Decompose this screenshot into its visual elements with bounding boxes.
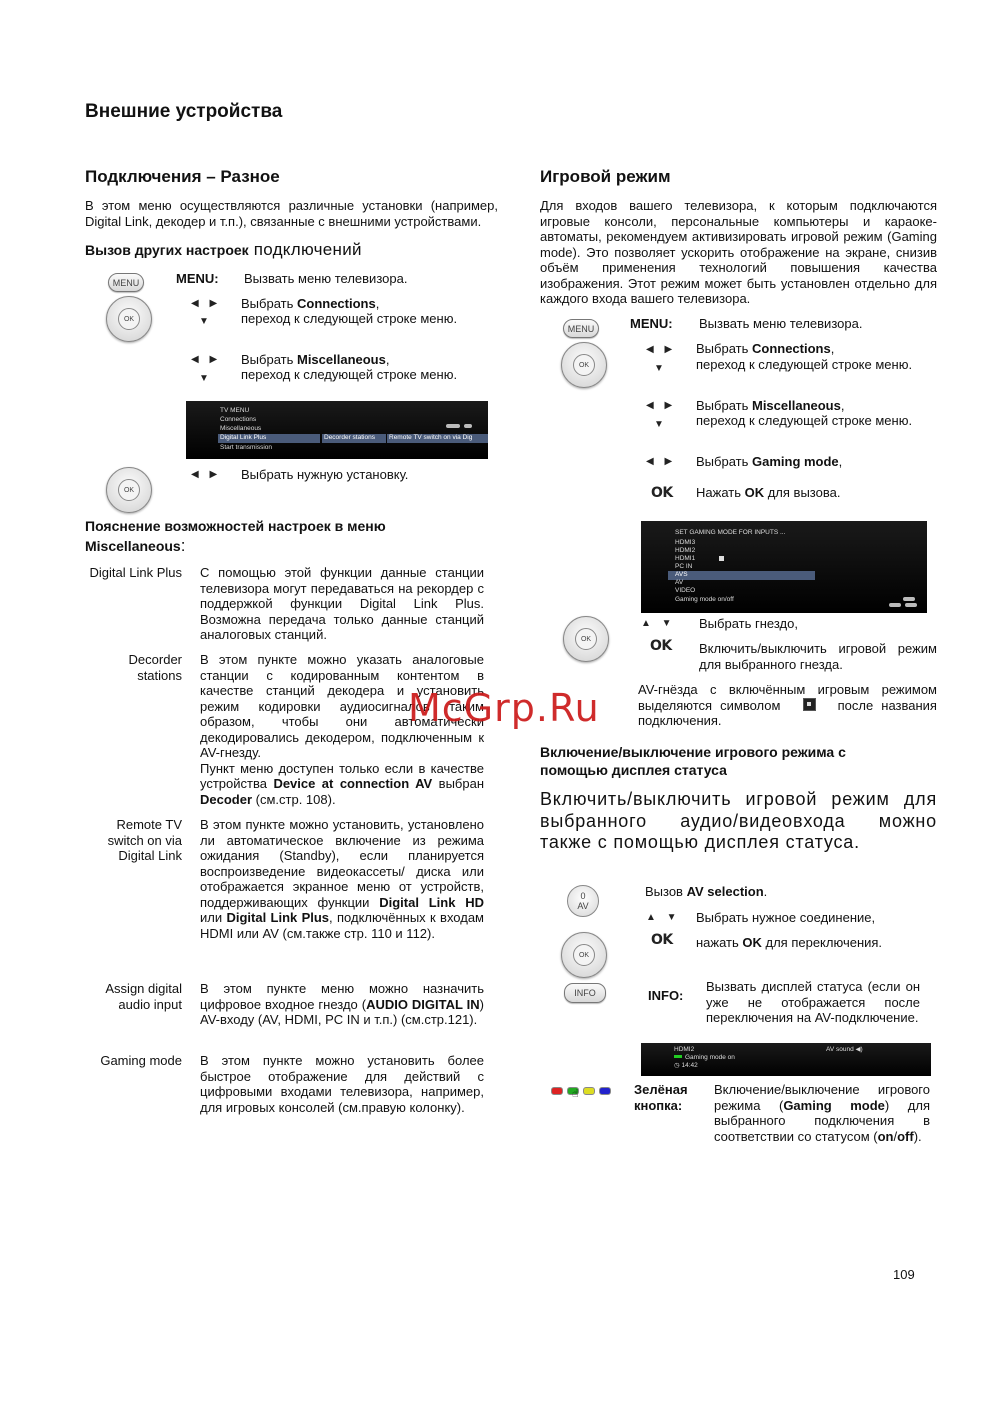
left-right-arrows-icon: ◀ ▶ [191,354,222,365]
red-key-icon [551,1087,563,1095]
hand-pointer-icon: ☝ [572,1088,579,1100]
gaming-symbol-icon [803,698,816,711]
right-step1: Выбрать Connections, [696,341,835,356]
gaming-mode-symbol-icon [719,556,724,561]
tv-menu-hint-icon [464,424,472,428]
left-right-arrows-icon: ◀ ▶ [646,344,677,355]
left-step2: Выбрать Miscellaneous, [241,352,390,367]
dpad-icon: OK [561,342,607,388]
page-number: 109 [893,1267,915,1282]
left-right-arrows-icon: ◀ ▶ [646,400,677,411]
gaming-input-item: HDMI3 [675,539,696,546]
tv-submenu-item: Remote TV switch on via Dig [387,434,488,443]
gaming-screen-title: SET GAMING MODE FOR INPUTS ... [675,529,786,536]
down-arrow-icon: ▼ [199,316,213,327]
choose-connection-text: Выбрать нужное соединение, [696,910,876,925]
right-intro: Для входов вашего телевизора, к которым подключаются игровые консоли, персональные компьютеры и караоке-автоматы, рекомендуем активизировать игровой режим (Gaming mode). Это позволяет ускорить отображение на экране, снизив объём применения технологий повышения качества изображения. Этот режим может быть установлен отдельно для каждого входа вашего телевизора. [540,198,937,306]
right-step2-line2: переход к следующей строке меню. [696,413,913,428]
speaker-icon: ◀) [853,1046,863,1053]
status-big-text: Включить/выключить игровой режим для выбранного аудио/видеовхода можно также с помощью дисплея статуса. [540,789,937,852]
info-text: Вызвать дисплей статуса (если он уже не отображается после переключения на AV-подключение. [706,979,920,1025]
right-ok-text: Нажать OK для вызова. [696,485,841,500]
tv-submenu-item: Decorder stations [322,434,386,443]
gaming-input-item-selected: AVS [668,571,815,580]
def-term: Gaming mode [100,1053,182,1068]
gaming-input-item: HDMI2 [675,547,696,554]
status-line: Gaming mode on [674,1054,735,1063]
def-desc: В этом пункте меню можно назначить цифровое входное гнездо (AUDIO DIGITAL IN) AV-входу (AV, HDMI, PC IN и т.п.) (см.стр.121). [200,981,484,1027]
tv-menu-screenshot [186,401,488,459]
gaming-mode-screenshot [641,521,927,613]
blue-key-icon [599,1087,611,1095]
right-step1-line2: переход к следующей строке меню. [696,357,913,372]
def-desc: В этом пункте можно установить более быстрое отображение для действий с цифровыми входами телевизора, например, для игровых консолей (см.правую колонку). [200,1053,484,1115]
down-arrow-icon: ▼ [199,373,213,384]
left-heading: Подключения – Разное [85,167,280,186]
hint-icon [905,603,917,607]
gaming-input-item: PC IN [675,563,693,570]
def-term: Decorder stations [128,652,182,683]
yellow-key-icon [583,1087,595,1095]
menu-label: MENU: [630,316,673,331]
right-step2: Выбрать Miscellaneous, [696,398,845,413]
up-down-arrows-icon: ▲ ▼ [646,912,681,923]
right-heading: Игровой режим [540,167,671,186]
left-right-arrows-icon: ◀ ▶ [646,456,677,467]
dpad-icon: OK [561,932,607,978]
tv-menu-item: Connections [220,416,257,423]
def-term: Digital Link Plus [89,565,182,580]
dpad-icon: OK [106,467,152,513]
green-indicator-icon [674,1055,682,1058]
clock-icon: ◷ [674,1062,682,1069]
status-time: ◷ 14:42 [674,1062,698,1069]
down-arrow-icon: ▼ [654,419,668,430]
dpad-icon: OK [563,616,609,662]
menu-text: Вызвать меню телевизора. [699,316,863,331]
toggle-text: Включить/выключить игровой режим для выбранного гнезда. [699,641,937,672]
left-right-arrows-icon: ◀ ▶ [191,298,222,309]
tv-menu-item: Miscellaneous [220,425,262,432]
gaming-input-item: AV [675,579,684,586]
hint-icon [889,603,901,607]
menu-button-icon: MENU [563,319,599,338]
av-note: AV-гнёзда с включённым игровым режимом выделяются символом после названия подключения. [638,682,937,728]
def-desc: В этом пункте можно установить, установлено ли автоматическое включение из режима ожидания (Standby), если планируется воспроизведение видеокассеты/ диска или отображается экранное меню от устройств, поддерживающих функции Digital Link HD или Digital Link Plus, подключённых к входам HDMI или AV (см.также стр. 110 и 112). [200,817,484,941]
def-term: Assign digital audio input [105,981,182,1012]
explain-heading: Пояснение возможностей настроек в меню Miscellaneous: [85,518,386,555]
status-heading: Включение/выключение игрового режима с помощью дисплея статуса [540,744,846,778]
page-title: Внешние устройства [85,101,283,122]
green-key-text: Включение/выключение игрового режима (Gaming mode) для выбранного подключения в соответствии со статусом (on/off). [714,1082,930,1144]
left-intro: В этом меню осуществляются различные установки (например, Digital Link, декодер и т.п.), связанные с внешними устройствами. [85,198,498,229]
ok-icon: OK [651,932,673,948]
status-display-screenshot [641,1043,931,1076]
av-selection-text: Вызов AV selection. [645,884,768,899]
green-key-label: Зелёная кнопка: [634,1082,688,1113]
select-socket-text: Выбрать гнездо, [699,616,798,631]
menu-button-icon: MENU [108,273,144,292]
def-term: Remote TV switch on via Digital Link [107,817,182,863]
tv-menu-title: TV MENU [220,407,250,414]
call-heading: Вызов других настроек подключений [85,240,362,259]
tv-menu-item-selected: Digital Link Plus [218,434,320,443]
gaming-input-item: VIDEO [675,587,696,594]
press-ok-text: нажать OK для переключения. [696,935,883,950]
gaming-screen-footer: Gaming mode on/off [675,596,734,603]
up-down-arrows-icon: ▲ ▼ [641,618,676,629]
gaming-input-item: HDMI1 [675,555,696,562]
left-right-arrows-icon: ◀ ▶ [191,469,222,480]
ok-icon: OK [651,485,673,501]
colour-keys-icon [551,1083,615,1098]
watermark: McGrp.Ru [408,686,600,730]
left-step1: Выбрать Connections, [241,296,380,311]
tv-menu-item: Start transmission [220,444,273,451]
left-step3: Выбрать нужную установку. [241,467,409,482]
hint-icon [903,597,915,601]
def-desc: С помощью этой функции данные станции телевизора могут передаваться на рекордер с поддержкой функции Digital Link Plus. Возможна передача только данные станций аналоговых станций. [200,565,484,642]
right-step3: Выбрать Gaming mode, [696,454,843,469]
dpad-icon: OK [106,296,152,342]
info-button-icon: INFO [564,983,606,1003]
menu-label: MENU: [176,271,219,286]
def-desc: В этом пункте можно указать аналоговые станции с кодированным контентом в качестве станций декодера и установить режим кодировки аудиосигналов таким образом, чтобы они автоматически декодировались декодером, подключенным к AV-гнезду. Пункт меню доступен только если в качестве устройства Device at connection AV выбран Decoder (см.стр. 108). [200,652,485,807]
status-right: AV sound ◀) [826,1046,863,1053]
menu-text: Вызвать меню телевизора. [244,271,408,286]
left-step2-line2: переход к следующей строке меню. [241,367,458,382]
status-input-name: HDMI2 [674,1046,695,1053]
ok-icon: OK [650,638,672,654]
tv-menu-hint-icon [446,424,460,428]
left-step1-line2: переход к следующей строке меню. [241,311,458,326]
av-button-icon: 0 AV [567,885,599,917]
info-label: INFO: [648,988,684,1003]
down-arrow-icon: ▼ [654,363,668,374]
